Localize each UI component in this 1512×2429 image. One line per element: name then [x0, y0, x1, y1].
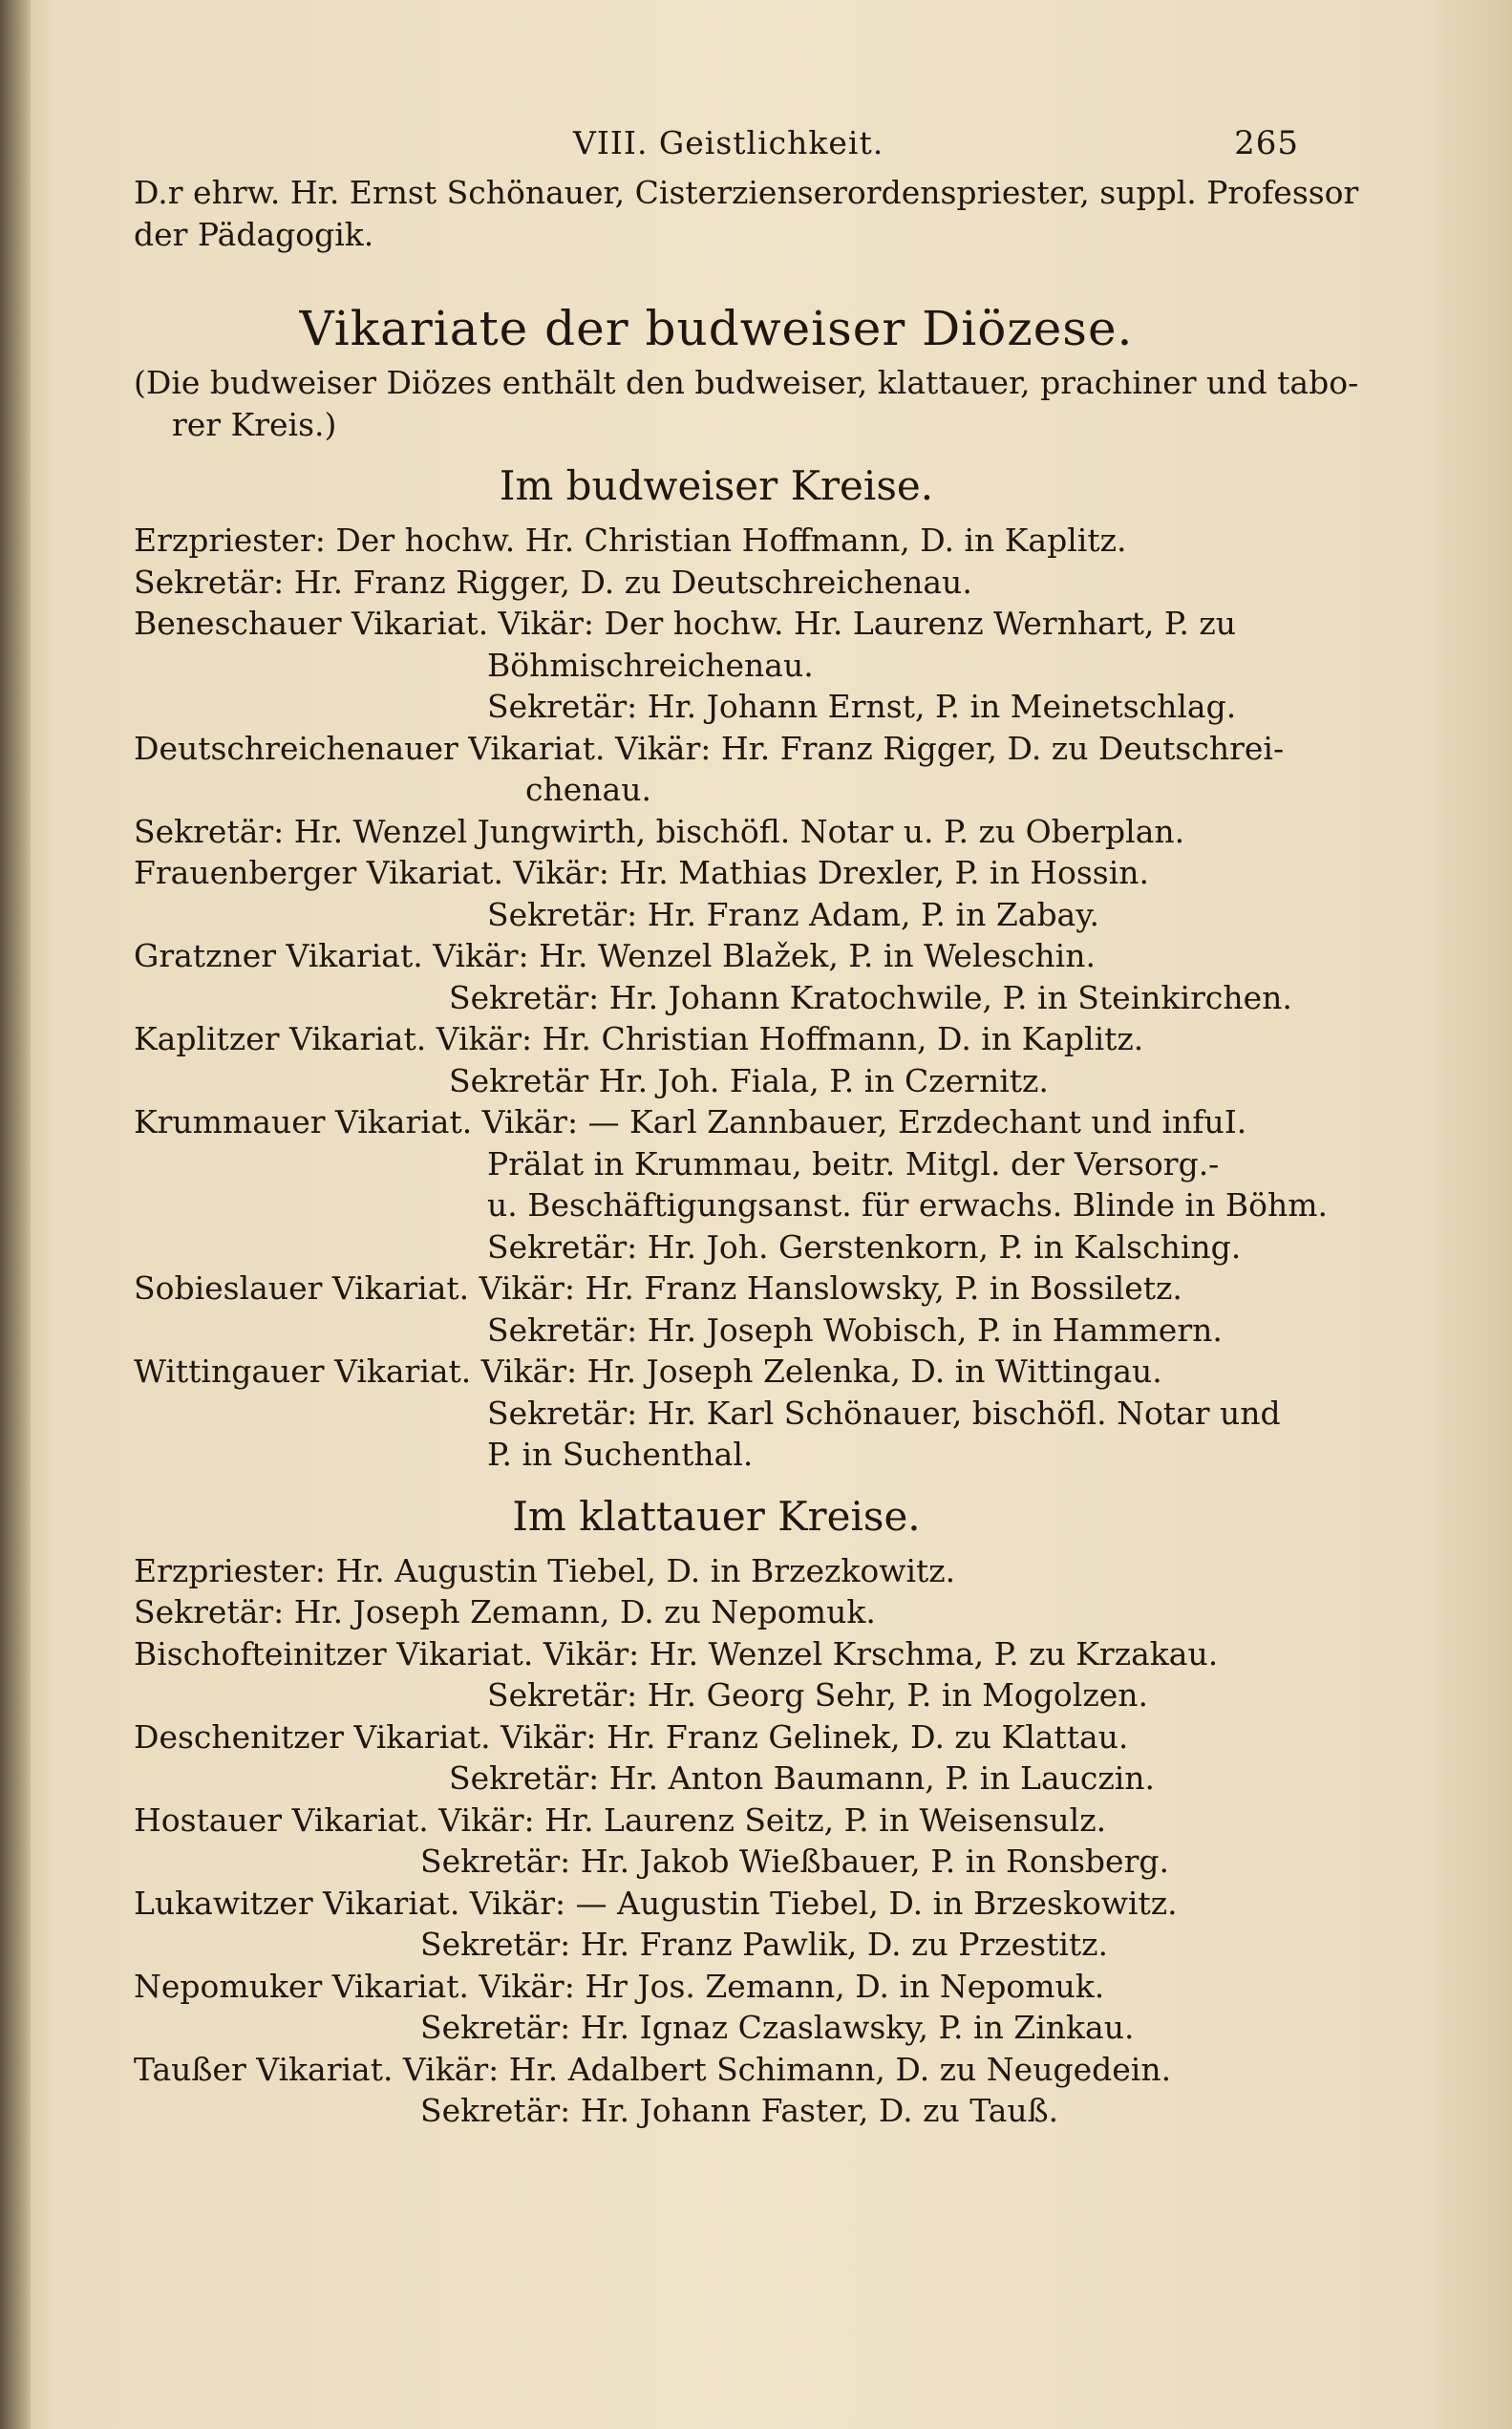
list-item: Sekretär: Hr. Karl Schönauer, bischöfl. Notar und	[487, 1394, 1281, 1432]
list-item: Sekretär: Hr. Johann Kratochwile, P. in Steinkirchen.	[449, 978, 1292, 1016]
list-item: Beneschauer Vikariat. Vikär: Der hochw. Hr. Laurenz Wernhart, P. zu	[134, 605, 1237, 642]
running-header	[134, 124, 1299, 162]
list-item: Deschenitzer Vikariat. Vikär: Hr. Franz Gelinek, D. zu Klattau.	[134, 1717, 1129, 1756]
list-item: Kaplitzer Vikariat. Vikär: Hr. Christian Hoffmann, D. in Kaplitz.	[134, 1020, 1144, 1057]
klattau-heading: Im klattauer Kreise.	[512, 1492, 921, 1540]
list-item: Sekretär: Hr. Joseph Zemann, D. zu Nepomuk.	[134, 1593, 876, 1630]
list-item: Wittingauer Vikariat. Vikär: Hr. Joseph Zelenka, D. in Wittingau.	[134, 1353, 1162, 1390]
list-item: Nepomuker Vikariat. Vikär: Hr Jos. Zemann, D. in Nepomuk.	[134, 1967, 1105, 2005]
list-item: Sekretär: Hr. Wenzel Jungwirth, bischöfl. Notar u. P. zu Oberplan.	[134, 812, 1185, 850]
list-item: Sekretär: Hr. Georg Sehr, P. in Mogolzen.	[487, 1676, 1148, 1714]
book-gutter	[0, 0, 31, 2429]
budweis-heading: Im budweiser Kreise.	[499, 462, 934, 509]
list-item: chenau.	[525, 771, 651, 808]
list-item: Sekretär: Hr. Joh. Gerstenkorn, P. in Kalsching.	[487, 1227, 1242, 1266]
list-item: Sekretär Hr. Joh. Fiala, P. in Czernitz.	[449, 1061, 1049, 1099]
section-title: Vikariate der budweiser Diözese.	[299, 301, 1134, 356]
list-item: Erzpriester: Der hochw. Hr. Christian Hoffmann, D. in Kaplitz.	[134, 522, 1127, 559]
list-item: Deutschreichenauer Vikariat. Vikär: Hr. Franz Rigger, D. zu Deutschrei-	[134, 729, 1285, 767]
list-item: Bischofteinitzer Vikariat. Vikär: Hr. Wenzel Krschma, P. zu Krzakau.	[134, 1634, 1219, 1673]
list-item: Prälat in Krummau, beitr. Mitgl. der Versorg.-	[487, 1144, 1220, 1183]
section-note-line-1: (Die budweiser Diözes enthält den budweiser, klattauer, prachiner und tabo-	[134, 364, 1359, 401]
running-title: VIII. Geistlichkeit.	[573, 124, 884, 161]
list-item: Sekretär: Hr. Franz Adam, P. in Zabay.	[487, 895, 1099, 933]
page-number: 265	[1234, 124, 1299, 162]
intro-line-2: der Pädagogik.	[134, 215, 374, 253]
list-item: Sekretär: Hr. Franz Rigger, D. zu Deutschreichenau.	[134, 563, 972, 601]
list-item: u. Beschäftigungsanst. für erwachs. Blinde in Böhm.	[487, 1186, 1328, 1224]
intro-line-1: D.r ehrw. Hr. Ernst Schönauer, Cisterzienserordenspriester, suppl. Professor	[134, 174, 1359, 211]
list-item: Erzpriester: Hr. Augustin Tiebel, D. in Brzezkowitz.	[134, 1551, 956, 1589]
list-item: Sekretär: Hr. Johann Ernst, P. in Meinetschlag.	[487, 688, 1237, 725]
list-item: Hostauer Vikariat. Vikär: Hr. Laurenz Seitz, P. in Weisensulz.	[134, 1800, 1107, 1839]
list-item: Sobieslauer Vikariat. Vikär: Hr. Franz Hanslowsky, P. in Bossiletz.	[134, 1269, 1182, 1307]
list-item: P. in Suchenthal.	[487, 1436, 754, 1473]
page-body	[134, 124, 1359, 2132]
section-note-line-2: rer Kreis.)	[172, 405, 337, 443]
list-item: Sekretär: Hr. Joseph Wobisch, P. in Hammern.	[487, 1310, 1223, 1349]
list-item: Sekretär: Hr. Anton Baumann, P. in Lauczin.	[449, 1759, 1156, 1797]
list-item: Lukawitzer Vikariat. Vikär: — Augustin Tiebel, D. in Brzeskowitz.	[134, 1884, 1178, 1922]
list-item: Taußer Vikariat. Vikär: Hr. Adalbert Schimann, D. zu Neugedein.	[134, 2050, 1172, 2088]
list-item: Sekretär: Hr. Ignaz Czaslawsky, P. in Zinkau.	[420, 2009, 1135, 2046]
list-item: Krummauer Vikariat. Vikär: — Karl Zannbauer, Erzdechant und infuI.	[134, 1103, 1247, 1140]
list-item: Gratzner Vikariat. Vikär: Hr. Wenzel Blažek, P. in Weleschin.	[134, 937, 1096, 974]
list-item: Sekretär: Hr. Johann Faster, D. zu Tauß.	[420, 2092, 1059, 2129]
list-item: Sekretär: Hr. Jakob Wießbauer, P. in Ronsberg.	[420, 1843, 1169, 1880]
list-item: Sekretär: Hr. Franz Pawlik, D. zu Przestitz.	[420, 1926, 1109, 1963]
list-item: Böhmischreichenau.	[487, 646, 814, 684]
list-item: Frauenberger Vikariat. Vikär: Hr. Mathias Drexler, P. in Hossin.	[134, 854, 1150, 891]
